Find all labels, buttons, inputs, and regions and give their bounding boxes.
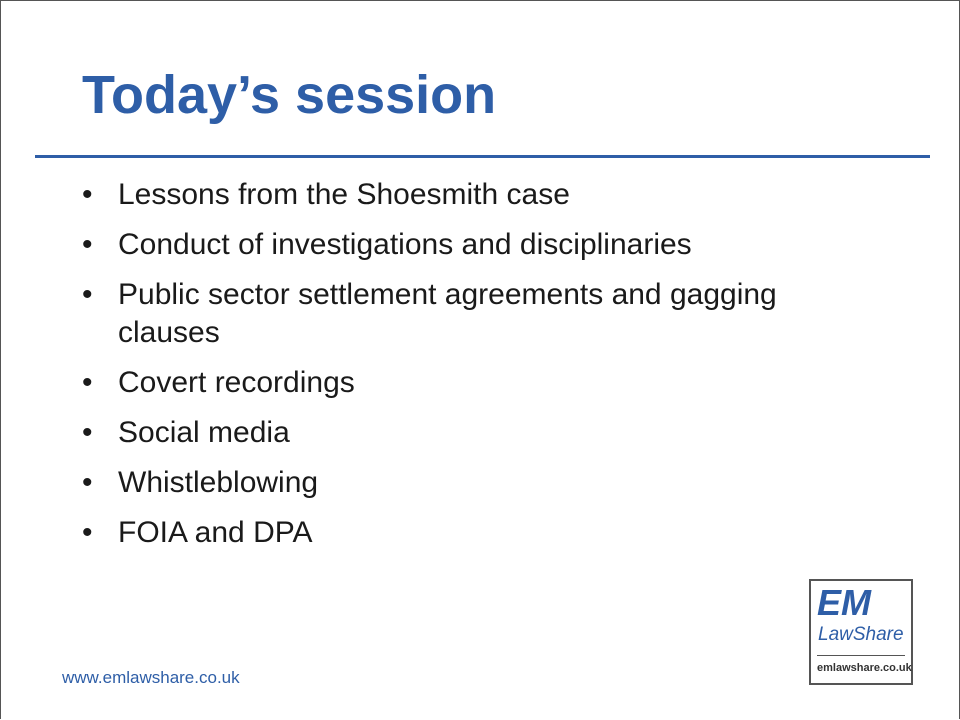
- footer-url: www.emlawshare.co.uk: [62, 668, 240, 687]
- bullet-icon: •: [82, 416, 93, 449]
- bullet-item: [82, 514, 882, 552]
- bullet-list: [82, 176, 882, 564]
- slide-title: Today’s session: [82, 65, 497, 125]
- bullet-text: Covert recordings: [118, 366, 355, 399]
- bullet-item: [82, 276, 882, 352]
- bullet-icon: •: [82, 366, 93, 399]
- em-lawshare-logo: [809, 579, 913, 685]
- bullet-text: FOIA and DPA: [118, 516, 313, 549]
- bullet-item: [82, 414, 882, 452]
- bullet-item: [82, 226, 882, 264]
- bullet-text: Conduct of investigations and disciplinaries: [118, 228, 692, 261]
- bullet-icon: •: [82, 278, 93, 311]
- logo-em-text: EM: [817, 582, 871, 623]
- bullet-icon: •: [82, 516, 93, 549]
- bullet-item: [82, 464, 882, 502]
- title-divider: [35, 155, 930, 158]
- bullet-text: Public sector settlement agreements and gagging clauses: [118, 278, 777, 349]
- bullet-item: [82, 364, 882, 402]
- bullet-icon: •: [82, 178, 93, 211]
- bullet-icon: •: [82, 466, 93, 499]
- bullet-item: [82, 176, 882, 214]
- logo-divider: [817, 655, 905, 656]
- bullet-text: Lessons from the Shoesmith case: [118, 178, 570, 211]
- logo-domain-text: emlawshare.co.uk: [817, 662, 912, 674]
- bullet-text: Whistleblowing: [118, 466, 319, 499]
- logo-lawshare-text: LawShare: [818, 624, 904, 645]
- bullet-icon: •: [82, 228, 93, 261]
- bullet-text: Social media: [118, 416, 290, 449]
